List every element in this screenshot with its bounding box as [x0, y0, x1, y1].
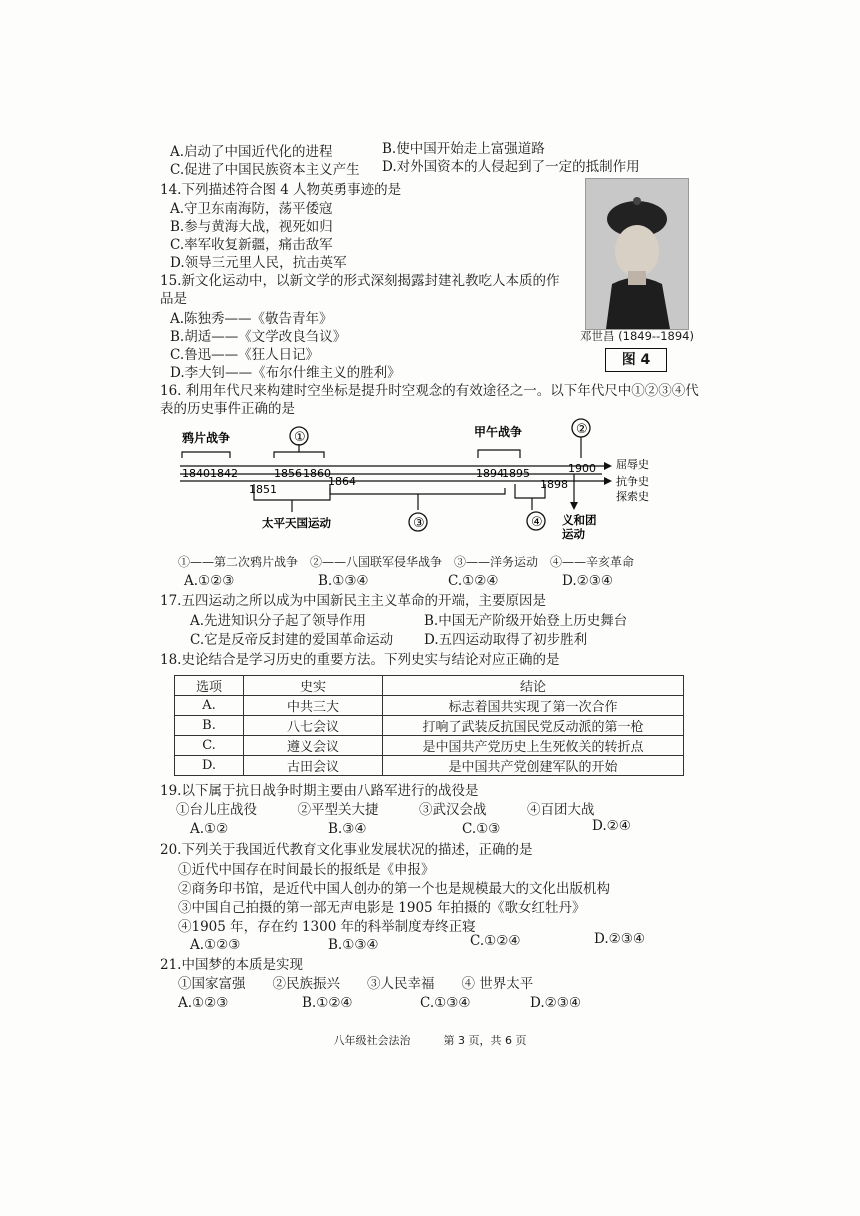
year-1851: 1851	[249, 483, 277, 496]
table-row	[175, 716, 684, 736]
row-c-conclusion: 是中国共产党历史上生死攸关的转折点	[383, 736, 684, 756]
q21-option-b: B.①②④	[302, 995, 353, 1011]
label-sino-japanese-war: 甲午战争	[474, 425, 523, 439]
q21-stem: 21.中国梦的本质是实现	[160, 957, 303, 973]
year-1898: 1898	[540, 478, 568, 491]
q21-option-c: C.①③④	[420, 995, 471, 1011]
row-a-conclusion: 标志着国共实现了第一次合作	[383, 696, 684, 716]
q21-items: ①国家富强 ②民族振兴 ③人民幸福 ④ 世界太平	[178, 976, 534, 992]
q17-option-c: C.它是反帝反封建的爱国革命运动	[190, 632, 394, 648]
q16-option-b: B.①③④	[318, 573, 369, 589]
q16-key: ①——第二次鸦片战争 ②——八国联军侵华战争 ③——洋务运动 ④——辛亥革命	[178, 555, 635, 569]
row-a-fact: 中共三大	[244, 696, 383, 716]
q16-option-a: A.①②③	[184, 573, 235, 589]
year-1856: 1856	[274, 467, 302, 480]
label-boxer-2: 运动	[562, 527, 585, 541]
q18-stem: 18.史论结合是学习历史的重要方法。下列史实与结论对应正确的是	[160, 652, 560, 668]
q19-option-a: A.①②	[190, 821, 229, 837]
row-b-fact: 八七会议	[244, 716, 383, 736]
table-row	[175, 756, 684, 776]
line-label-struggle: 抗争史	[616, 475, 649, 488]
q17-option-a: A.先进知识分子起了领导作用	[190, 613, 367, 629]
year-1842: 1842	[210, 467, 238, 480]
year-1894: 1894	[476, 467, 504, 480]
q20-item-2: ②商务印书馆，是近代中国人创办的第一个也是规模最大的文化出版机构	[178, 881, 610, 897]
q13-option-a: A.启动了中国近代化的进程	[170, 144, 333, 160]
row-a-option: A.	[175, 696, 244, 716]
q20-item-3: ③中国自己拍摄的第一部无声电影是 1905 年拍摄的《歌女红牡丹》	[178, 900, 586, 916]
q19-option-d: D.②④	[592, 818, 631, 834]
q15-option-b: B.胡适——《文学改良刍议》	[170, 329, 347, 345]
q16-stem-line1: 16. 利用年代尺来构建时空坐标是提升时空观念的有效途径之一。以下年代尺中①②③④代	[160, 383, 699, 399]
marker-4: ④	[531, 515, 543, 530]
line-label-humiliation: 屈辱史	[616, 458, 649, 471]
q20-option-a: A.①②③	[190, 937, 241, 953]
q20-option-c: C.①②④	[470, 933, 521, 949]
q15-stem-line1: 15.新文化运动中，以新文学的形式深刻揭露封建礼教吃人本质的作	[160, 273, 560, 289]
year-1864: 1864	[328, 475, 356, 488]
q13-option-b: B.使中国开始走上富强道路	[382, 141, 545, 157]
marker-2: ②	[576, 422, 588, 437]
table-row	[175, 696, 684, 716]
q19-option-c: C.①③	[462, 821, 501, 837]
row-d-conclusion: 是中国共产党创建军队的开始	[383, 756, 684, 776]
row-b-conclusion: 打响了武装反抗国民党反动派的第一枪	[383, 716, 684, 736]
q20-item-1: ①近代中国存在时间最长的报纸是《申报》	[178, 862, 435, 878]
q13-option-c: C.促进了中国民族资本主义产生	[170, 162, 360, 178]
q14-stem: 14.下列描述符合图 4 人物英勇事迹的是	[160, 182, 402, 198]
q20-option-b: B.①③④	[328, 937, 379, 953]
timeline-diagram	[170, 414, 710, 549]
row-c-option: C.	[175, 736, 244, 756]
q21-option-d: D.②③④	[530, 995, 581, 1011]
q14-option-c: C.率军收复新疆，痛击敌军	[170, 237, 333, 253]
table-row	[175, 736, 684, 756]
label-opium-war: 鸦片战争	[182, 431, 231, 445]
q21-option-a: A.①②③	[178, 995, 229, 1011]
q19-option-b: B.③④	[328, 821, 367, 837]
portrait-caption: 邓世昌 (1849--1894)	[580, 329, 694, 343]
row-c-fact: 遵义会议	[244, 736, 383, 756]
q15-option-c: C.鲁迅——《狂人日记》	[170, 347, 320, 363]
marker-3: ③	[413, 516, 425, 531]
figure-4-label: 图 4	[605, 348, 667, 372]
q20-stem: 20.下列关于我国近代教育文化事业发展状况的描述，正确的是	[160, 842, 533, 858]
q14-option-a: A.守卫东南海防，荡平倭寇	[170, 201, 333, 217]
q17-option-d: D.五四运动取得了初步胜利	[424, 632, 588, 648]
row-b-option: B.	[175, 716, 244, 736]
q20-option-d: D.②③④	[594, 931, 645, 947]
year-1860: 1860	[303, 467, 331, 480]
year-1900: 1900	[568, 462, 596, 475]
row-d-fact: 古田会议	[244, 756, 383, 776]
label-taiping: 太平天国运动	[262, 516, 331, 530]
label-boxer-1: 义和团	[562, 513, 597, 527]
q13-option-d: D.对外国资本的人侵起到了一定的抵制作用	[382, 159, 640, 175]
year-1840: 1840	[182, 467, 210, 480]
q19-items: ①台儿庄战役 ②平型关大捷 ③武汉会战 ④百团大战	[176, 802, 595, 818]
q15-option-a: A.陈独秀——《敬告青年》	[170, 311, 333, 327]
q14-option-d: D.领导三元里人民，抗击英军	[170, 255, 347, 271]
line-label-exploration: 探索史	[616, 490, 649, 503]
q20-item-4: ④1905 年，存在约 1300 年的科举制度寿终正寝	[178, 919, 476, 935]
q19-stem: 19.以下属于抗日战争时期主要由八路军进行的战役是	[160, 783, 479, 799]
page-footer: 八年级社会法治 第 3 页，共 6 页	[333, 1034, 527, 1047]
header-conclusion: 结论	[383, 676, 684, 696]
q14-option-b: B.参与黄海大战，视死如归	[170, 219, 333, 235]
year-1895: 1895	[502, 467, 530, 480]
portrait-photo	[585, 178, 689, 330]
q15-stem-line2: 品是	[160, 291, 187, 307]
header-option: 选项	[175, 676, 244, 696]
marker-1: ①	[294, 430, 306, 445]
q16-option-d: D.②③④	[562, 573, 613, 589]
q18-table	[174, 675, 684, 776]
q15-option-d: D.李大钊——《布尔什维主义的胜利》	[170, 365, 401, 381]
q16-option-c: C.①②④	[448, 573, 499, 589]
q16-stem-line2: 表的历史事件正确的是	[160, 401, 295, 417]
table-header-row	[175, 676, 684, 696]
q17-stem: 17.五四运动之所以成为中国新民主主义革命的开端，主要原因是	[160, 593, 546, 609]
q17-option-b: B.中国无产阶级开始登上历史舞台	[424, 613, 628, 629]
row-d-option: D.	[175, 756, 244, 776]
header-fact: 史实	[244, 676, 383, 696]
